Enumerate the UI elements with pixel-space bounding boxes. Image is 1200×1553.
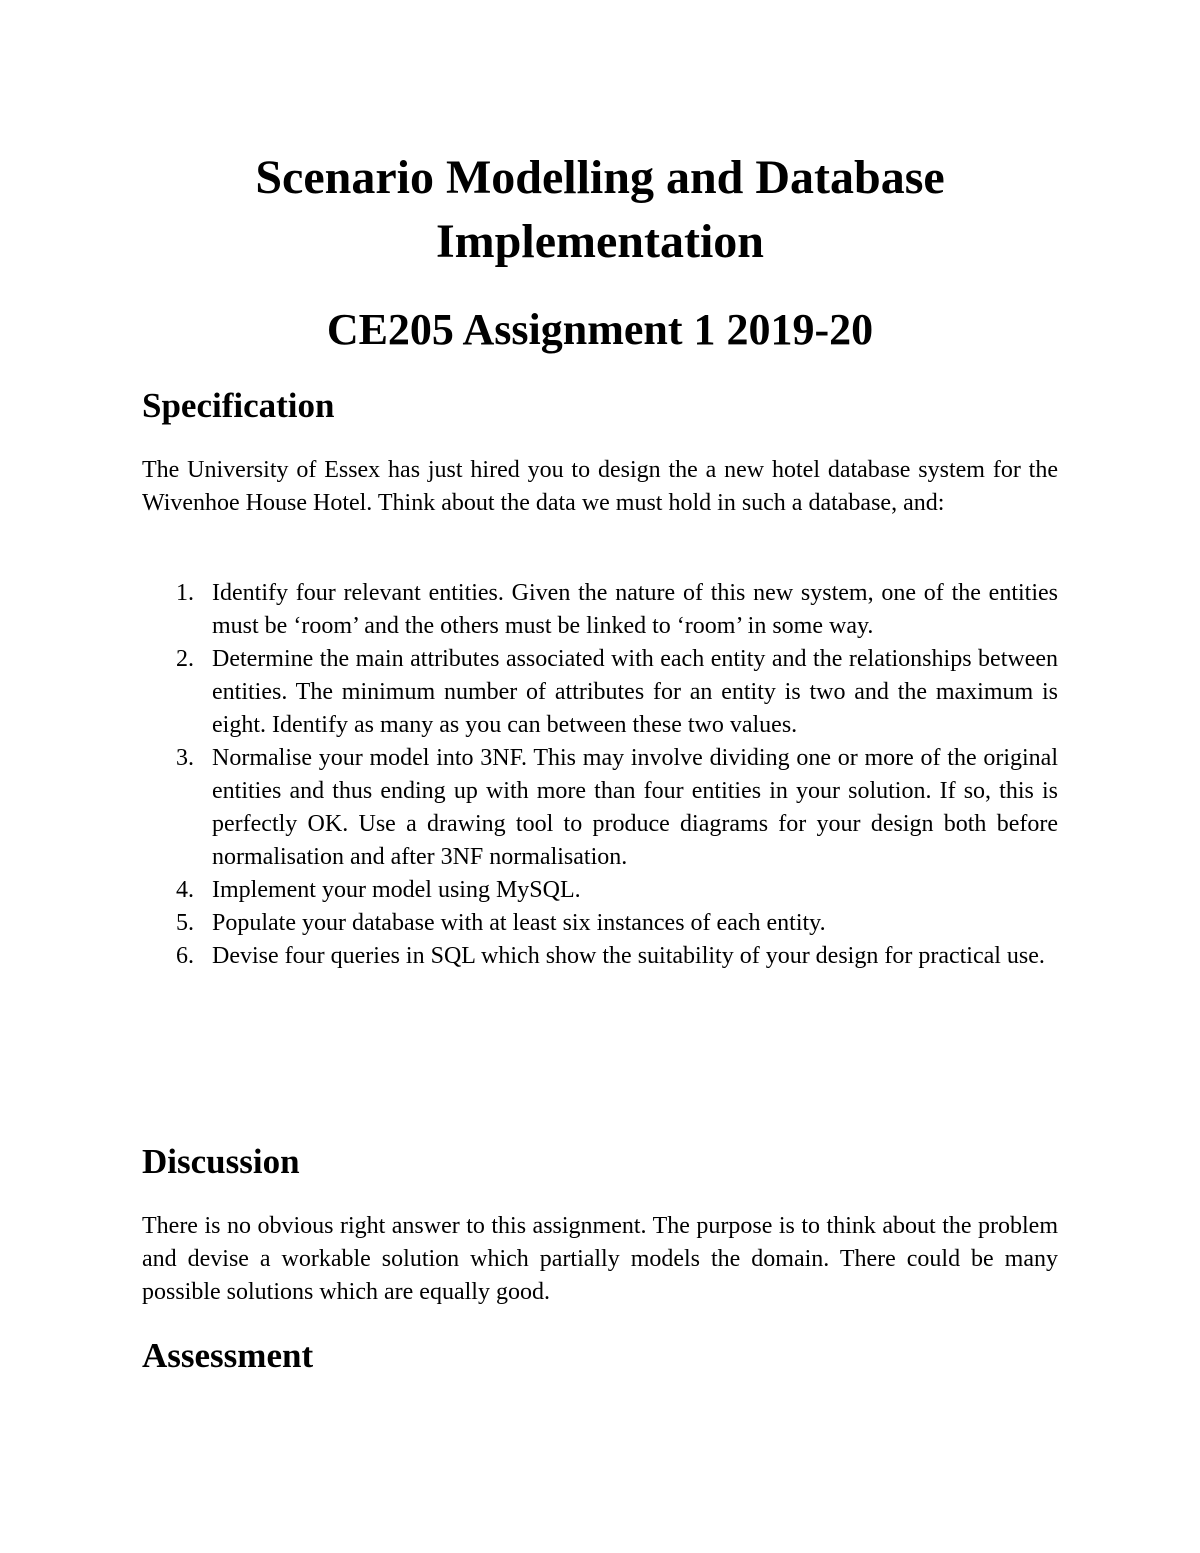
list-item-number: 5. — [176, 910, 194, 936]
list-item — [142, 907, 1058, 940]
list-item-text: Devise four queries in SQL which show the suitability of your design for practical use. — [212, 943, 1045, 969]
assessment-heading: Assessment — [142, 1336, 314, 1375]
list-item-number: 3. — [176, 745, 194, 771]
list-item-number: 1. — [176, 580, 194, 606]
list-item-text: Implement your model using MySQL. — [212, 877, 581, 903]
document-title-line-1: Scenario Modelling and Database — [255, 151, 945, 204]
list-item-number: 6. — [176, 943, 194, 969]
specification-list — [142, 577, 1058, 973]
list-item-text: Determine the main attributes associated with each entity and the relationships between entities. The minimum number of attributes for an entity is two and the maximum is eight. Identify as many as you can between these two values. — [212, 646, 1058, 738]
list-item — [142, 577, 1058, 643]
list-item-number: 4. — [176, 877, 194, 903]
list-item — [142, 940, 1058, 973]
discussion-heading: Discussion — [142, 1142, 300, 1181]
specification-intro: The University of Essex has just hired you to design the a new hotel database system for the Wivenhoe House Hotel. Think about the data we must hold in such a database, and: — [142, 457, 1058, 516]
discussion-text: There is no obvious right answer to this assignment. The purpose is to think about the problem and devise a workable solution which partially models the domain. There could be many possible solutions which are equally good. — [142, 1213, 1058, 1305]
document-title-line-2: Implementation — [436, 215, 764, 268]
list-item — [142, 643, 1058, 742]
list-item — [142, 874, 1058, 907]
list-item-number: 2. — [176, 646, 194, 672]
list-item-text: Populate your database with at least six instances of each entity. — [212, 910, 826, 936]
document-subtitle: CE205 Assignment 1 2019-20 — [326, 305, 874, 354]
list-item — [142, 742, 1058, 874]
list-item-text: Identify four relevant entities. Given the nature of this new system, one of the entities must be ‘room’ and the others must be linked to ‘room’ in some way. — [212, 580, 1058, 639]
specification-heading: Specification — [142, 386, 335, 425]
list-item-text: Normalise your model into 3NF. This may involve dividing one or more of the original entities and thus ending up with more than four entities in your solution. If so, this is perfectly OK. Use a drawing tool to produce diagrams for your design both before normalisation and after 3NF normalisation. — [212, 745, 1058, 870]
